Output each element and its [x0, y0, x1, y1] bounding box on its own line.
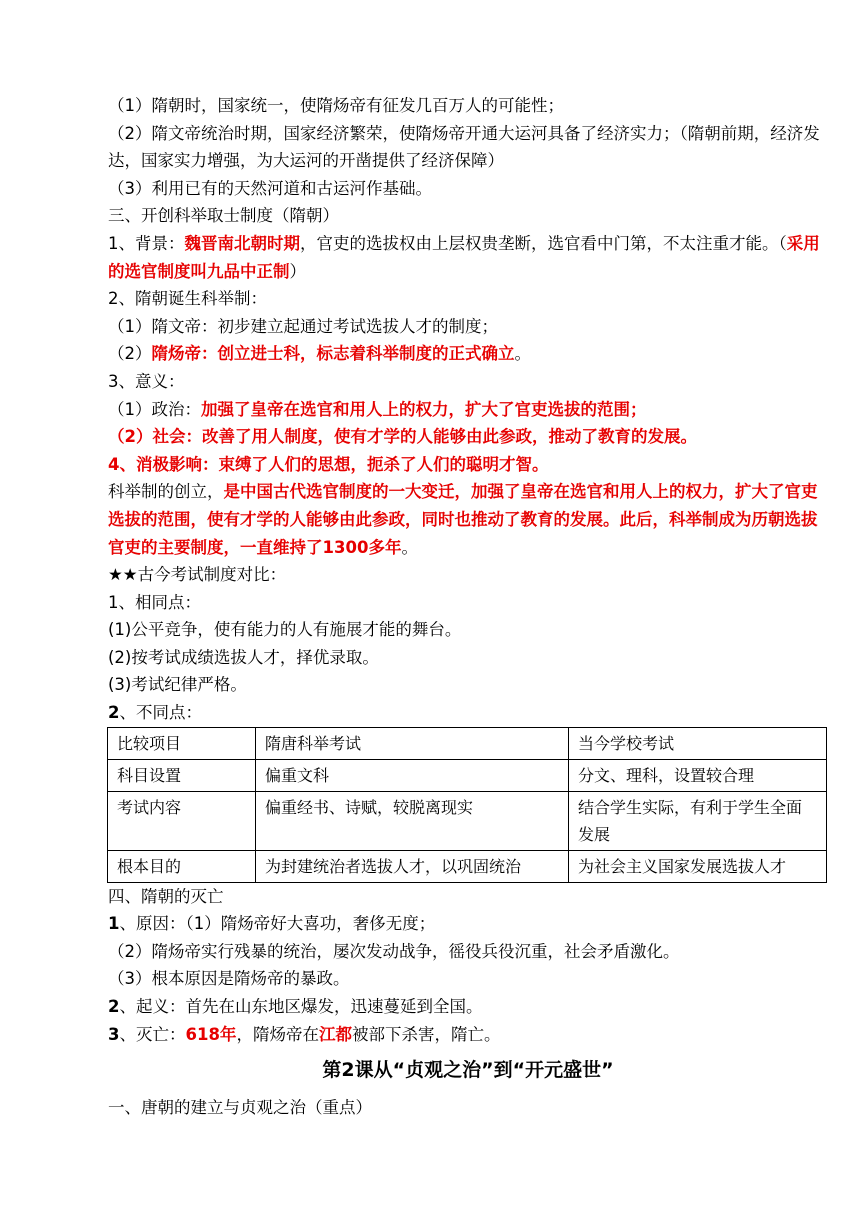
- keju-summary: [108, 478, 828, 561]
- summary-dot: 。: [401, 537, 418, 557]
- diff-text: 、不同点：: [119, 703, 202, 723]
- same-point-2: (2)按考试成绩选拔人才，择优录取。: [108, 647, 379, 667]
- s1-prefix: （1）政治：: [108, 399, 201, 419]
- lesson-title: 第2课从“贞观之治”到“开元盛世”: [322, 1059, 614, 1082]
- table-cell: 科目设置: [108, 759, 256, 791]
- table-header-cell: 隋唐科举考试: [256, 727, 569, 759]
- end-year: 618年: [185, 1024, 237, 1044]
- fall-revolt: [108, 993, 828, 1021]
- same-label: 1、相同点：: [108, 592, 201, 612]
- table-cell: 分文、理科，设置较合理: [569, 759, 827, 791]
- keju-background: [108, 230, 828, 285]
- compare-heading: ★★古今考试制度对比：: [108, 565, 287, 585]
- keju-significance-1: [108, 396, 828, 424]
- end-place: 江都: [318, 1024, 352, 1044]
- table-header-cell: 比较项目: [108, 727, 256, 759]
- bg-system: 采用的选官制度叫九品中正制: [108, 233, 820, 281]
- b2-end: 。: [514, 344, 531, 364]
- table-row: [108, 791, 827, 850]
- table-cell: 偏重经书、诗赋，较脱离现实: [256, 791, 569, 850]
- table-cell: 偏重文科: [256, 759, 569, 791]
- cause-number: 1: [108, 914, 120, 934]
- table-header-row: [108, 727, 827, 759]
- keju-birth-2: [108, 340, 828, 368]
- table-row: [108, 850, 827, 882]
- end-number: 3: [108, 1024, 120, 1044]
- keju-negative: 4、消极影响：束缚了人们的思想，扼杀了人们的聪明才智。: [108, 454, 549, 474]
- keju-birth: 2、隋朝诞生科举制：: [108, 289, 267, 309]
- bg-label: 1、背景：: [108, 233, 185, 253]
- bg-period: 魏晋南北朝时期: [184, 233, 300, 253]
- fall-end: [108, 1021, 828, 1049]
- fall-cause-2: （2）隋炀帝实行残暴的统治，屡次发动战争，徭役兵役沉重，社会矛盾激化。: [108, 941, 680, 961]
- fall-cause-1: [108, 910, 828, 938]
- summary-end: 多年: [368, 537, 402, 557]
- fall-cause-3: （3）根本原因是隋炀帝的暴政。: [108, 969, 350, 989]
- diff-number: 2: [108, 703, 120, 723]
- s1-highlight: 加强了皇帝在选官和用人上的权力，扩大了官吏选拔的范围；: [201, 399, 647, 419]
- revolt-text: 、起义：首先在山东地区爆发，迅速蔓延到全国。: [119, 997, 483, 1017]
- same-point-3: (3)考试纪律严格。: [108, 675, 247, 695]
- section-heading-keju: 三、开创科举取士制度（隋朝）: [108, 206, 339, 226]
- b2-highlight: 隋炀帝：创立进士科，标志着科举制度的正式确立: [151, 344, 515, 364]
- table-cell: 为社会主义国家发展选拔人才: [569, 850, 827, 882]
- table-header-cell: 当今学校考试: [569, 727, 827, 759]
- canal-point-3: （3）利用已有的天然河道和古运河作基础。: [108, 178, 432, 198]
- table-cell: 考试内容: [108, 791, 256, 850]
- summary-years: 1300: [322, 537, 369, 557]
- table-cell: 结合学生实际，有利于学生全面发展: [569, 791, 827, 850]
- fall-heading: 四、隋朝的灭亡: [108, 886, 224, 906]
- comparison-table: [107, 727, 827, 883]
- table-cell: 根本目的: [108, 850, 256, 882]
- keju-significance: 3、意义：: [108, 371, 185, 391]
- bg-end: ）: [289, 261, 306, 281]
- canal-point-1: （1）隋朝时，国家统一，使隋炀帝有征发几百万人的可能性；: [108, 96, 564, 115]
- diff-label: [108, 699, 828, 727]
- revolt-number: 2: [108, 997, 120, 1017]
- table-row: [108, 759, 827, 791]
- document-page: [108, 92, 828, 1122]
- canal-point-2: （2）隋文帝统治时期，国家经济繁荣，使隋炀帝开通大运河具备了经济实力；（隋朝前期，经济发达，国家实力增强，为大运河的开凿提供了经济保障）: [108, 123, 820, 171]
- keju-significance-2: （2）社会：改善了用人制度，使有才学的人能够由此参政，推动了教育的发展。: [108, 427, 697, 447]
- lesson-section-heading: 一、唐朝的建立与贞观之治（重点）: [108, 1098, 372, 1118]
- keju-birth-1: （1）隋文帝：初步建立起通过考试选拔人才的制度；: [108, 316, 498, 336]
- bg-text: ，官吏的选拔权由上层权贵垄断，选官看中门第，不太注重才能。（: [300, 233, 787, 253]
- same-point-1: (1)公平竞争，使有能力的人有施展才能的舞台。: [108, 620, 462, 640]
- summary-highlight: 是中国古代选官制度的一大变迁，加强了皇帝在选官和用人上的权力，扩大了官吏选拔的范围，使有才学的人能够由此参政，同时也推动了教育的发展。此后，科举制成为历朝选拔官吏的主要制度，一直维持了: [108, 482, 818, 557]
- end-label: 、灭亡：: [119, 1024, 186, 1044]
- table-cell: 为封建统治者选拔人才，以巩固统治: [256, 850, 569, 882]
- end-text: 被部下杀害，隋亡。: [351, 1024, 501, 1044]
- cause-text: 、原因：（1）隋炀帝好大喜功，奢侈无度；: [119, 914, 436, 934]
- b2-prefix: （2）: [108, 344, 152, 364]
- end-mid: ，隋炀帝在: [236, 1024, 319, 1044]
- summary-prefix: 科举制的创立，: [108, 482, 224, 502]
